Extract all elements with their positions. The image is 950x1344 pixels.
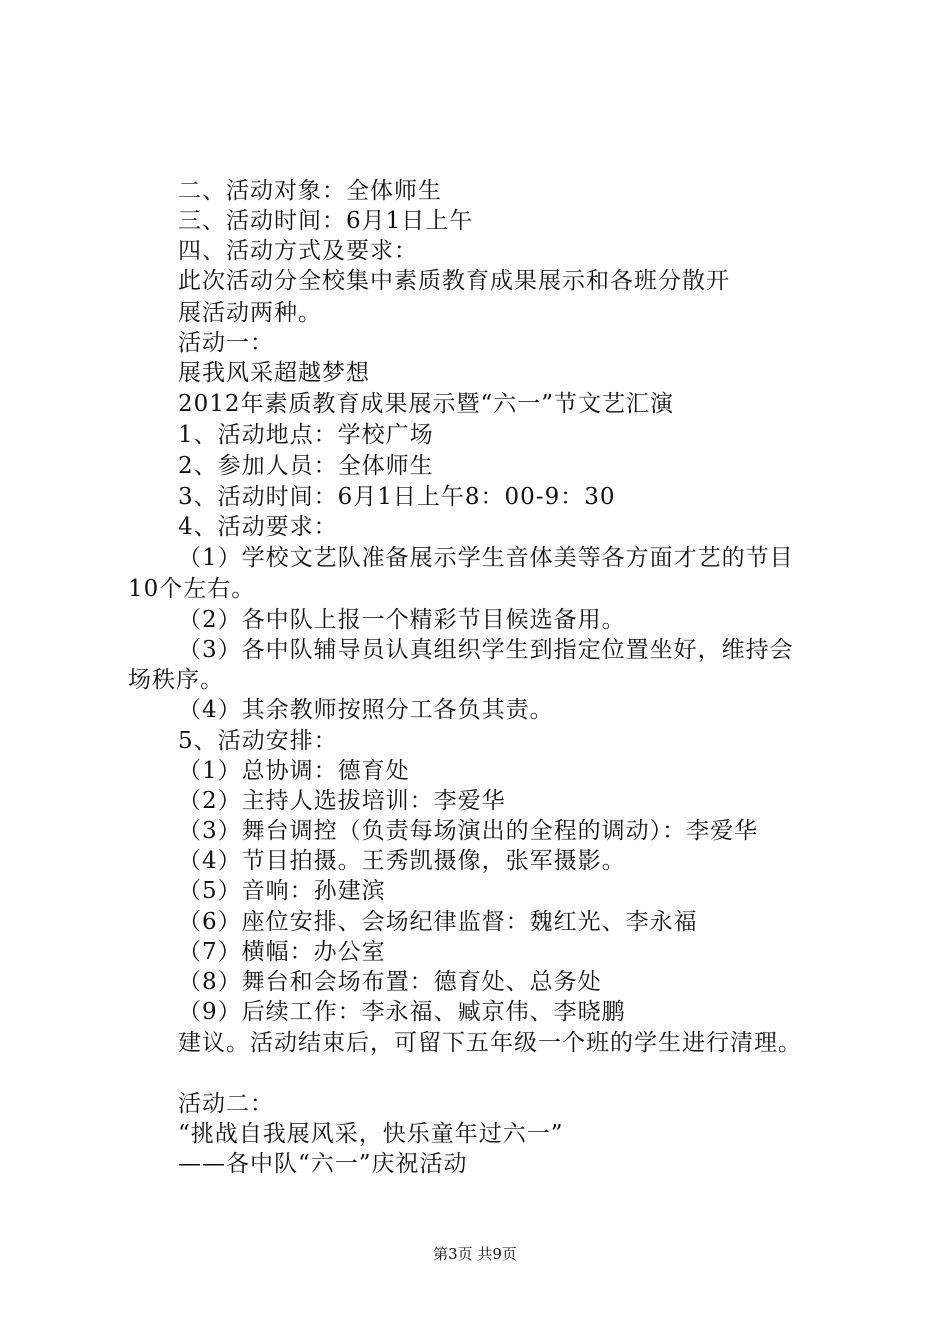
section-3-time: 三、活动时间：6月1日上午: [178, 208, 474, 234]
list-item: （3）舞台调控（负责每场演出的全程的调动）：李爱华: [178, 818, 759, 844]
paragraph-line: 10个左右。: [128, 576, 256, 602]
section-4-heading: 四、活动方式及要求：: [178, 238, 418, 264]
list-item: （4）其余教师按照分工各负其责。: [178, 697, 554, 723]
paragraph-line: 展活动两种。: [178, 300, 322, 326]
section-2-target: 二、活动对象：全体师生: [178, 178, 442, 204]
page-number-footer: 第3页 共9页: [433, 1245, 517, 1263]
list-item: （8）舞台和会场布置：德育处、总务处: [178, 969, 602, 995]
list-item: （2）主持人选拔培训：李爱华: [178, 788, 506, 814]
activity-2-subtitle: ——各中队“六一”庆祝活动: [178, 1151, 468, 1177]
list-item: 3、活动时间：6月1日上午8：00-9：30: [178, 484, 616, 510]
paragraph-line: 建议。活动结束后，可留下五年级一个班的学生进行清理。: [178, 1030, 802, 1056]
list-item: 5、活动安排：: [178, 728, 338, 754]
activity-1-subtitle: 2012年素质教育成果展示暨“六一”节文艺汇演: [178, 391, 675, 417]
list-item: 4、活动要求：: [178, 514, 338, 540]
activity-2-title: “挑战自我展风采，快乐童年过六一”: [178, 1121, 564, 1147]
paragraph-line: 场秩序。: [128, 667, 224, 693]
list-item: 1、活动地点：学校广场: [178, 422, 434, 448]
list-item: （1）总协调：德育处: [178, 758, 410, 784]
list-item: （5）音响：孙建滨: [178, 878, 386, 904]
list-item: （3）各中队辅导员认真组织学生到指定位置坐好，维持会: [178, 637, 794, 663]
activity-1-title: 展我风采超越梦想: [178, 360, 370, 386]
list-item: （2）各中队上报一个精彩节目候选备用。: [178, 607, 626, 633]
list-item: （6）座位安排、会场纪律监督：魏红光、李永福: [178, 909, 698, 935]
list-item: （4）节目拍摄。王秀凯摄像，张军摄影。: [178, 848, 626, 874]
activity-1-heading: 活动一：: [178, 330, 274, 356]
list-item: （9）后续工作：李永福、臧京伟、李晓鹏: [178, 999, 626, 1025]
list-item: 2、参加人员：全体师生: [178, 453, 434, 479]
paragraph-line: 此次活动分全校集中素质教育成果展示和各班分散开: [178, 268, 730, 294]
list-item: （1）学校文艺队准备展示学生音体美等各方面才艺的节目: [178, 545, 794, 571]
activity-2-heading: 活动二：: [178, 1091, 274, 1117]
list-item: （7）横幅：办公室: [178, 939, 386, 965]
